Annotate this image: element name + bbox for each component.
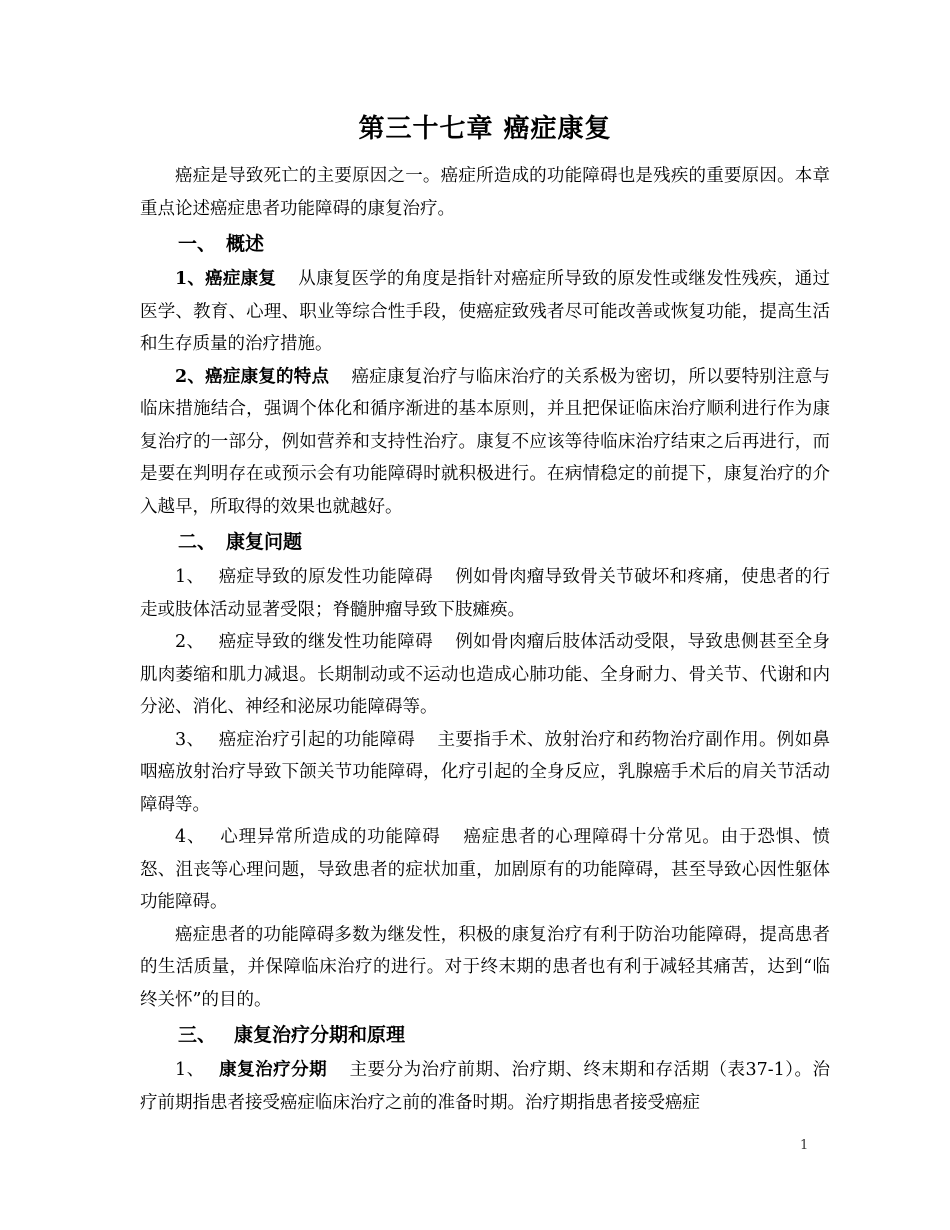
item-text: 例如骨肉瘤导致骨关节破坏和疼痛，使患者的行走或肢体活动显著受限；脊髓肿瘤导致下肢瘫痪。 [140,567,831,620]
section-title: 概述 [226,233,265,255]
item-text: 主要分为治疗前期、治疗期、终末期和存活期（表37-1）。治疗前期指患者接受癌症临床治疗之前的准备时期。治疗期指患者接受癌症 [140,1060,830,1113]
item-text: 主要指手术、放射治疗和药物治疗副作用。例如鼻咽癌放射治疗导致下颌关节功能障碍，化疗引起的全身反应，乳腺癌手术后的肩关节活动障碍等。 [140,729,831,815]
item-number: 3、 [175,729,205,750]
paragraph-problem-3 [140,724,830,822]
paragraph-problem-1 [140,561,830,626]
paragraph-problem-4 [140,821,830,919]
section-title: 康复问题 [226,531,303,553]
paragraph-treatment-stages [140,1054,830,1119]
term-text: 从康复医学的角度是指针对癌症所导致的原发性或继发性残疾，通过医学、教育、心理、职业等综合性手段，使癌症致残者尽可能改善或恢复功能，提高生活和生存质量的治疗措施。 [140,269,830,354]
section-heading-treatment-stages [140,1018,830,1052]
section-title: 康复治疗分期和原理 [234,1024,406,1046]
section-number: 一、 [178,233,217,255]
document-page [140,108,830,1119]
item-number: 4、 [175,827,206,847]
item-label: 心理异常所造成的功能障碍 [219,827,441,847]
item-text: 例如骨肉瘤后肢体活动受限，导致患侧甚至全身肌肉萎缩和肌力减退。长期制动或不运动也造成心肺功能、全身耐力、骨关节、代谢和内分泌、消化、神经和泌尿功能障碍等。 [140,632,831,717]
item-label: 康复治疗分期 [218,1060,328,1080]
item-label: 癌症导致的原发性功能障碍 [218,567,434,587]
paragraph-problems-summary: 癌症患者的功能障碍多数为继发性，积极的康复治疗有利于防治功能障碍，提高患者的生活质量，并保障临床治疗的进行。对于终末期的患者也有利于减轻其痛苦，达到“临终关怀”的目的。 [140,924,830,1010]
paragraph-cancer-rehab-definition [140,263,830,361]
chapter-title: 第三十七章 癌症康复 [358,114,612,144]
section-heading-overview [140,227,830,261]
item-label: 癌症治疗引起的功能障碍 [218,729,416,750]
page-number: 1 [800,1138,809,1153]
term-text: 癌症康复治疗与临床治疗的关系极为密切，所以要特别注意与临床措施结合，强调个体化和循序渐进的基本原则，并且把保证临床治疗顺利进行作为康复治疗的一部分，例如营养和支持性治疗。康复不应该等待临床治疗结束之后再进行，而是要在判明存在或预示会有功能障碍时就积极进行。在病情稳定的前提下，康复治疗的介入越早，所取得的效果也就越好。 [140,366,830,517]
item-label: 癌症导致的继发性功能障碍 [218,632,434,652]
section-number: 二、 [178,531,217,553]
term-label: 1、癌症康复 [175,269,277,289]
item-text: 癌症患者的心理障碍十分常见。由于恐惧、愤怒、沮丧等心理问题，导致患者的症状加重，加剧原有的功能障碍，甚至导致心因性躯体功能障碍。 [140,827,831,912]
intro-paragraph: 癌症是导致死亡的主要原因之一。癌症所造成的功能障碍也是残疾的重要原因。本章重点论述癌症患者功能障碍的康复治疗。 [140,166,830,219]
section-heading-rehab-problems [140,525,830,559]
term-label: 2、癌症康复的特点 [175,366,330,387]
item-number: 1、 [175,1060,205,1080]
item-number: 1、 [175,567,205,587]
item-number: 2、 [175,632,205,652]
paragraph-cancer-rehab-features [140,361,830,524]
paragraph-problem-2 [140,626,830,724]
section-number: 三、 [178,1024,217,1046]
